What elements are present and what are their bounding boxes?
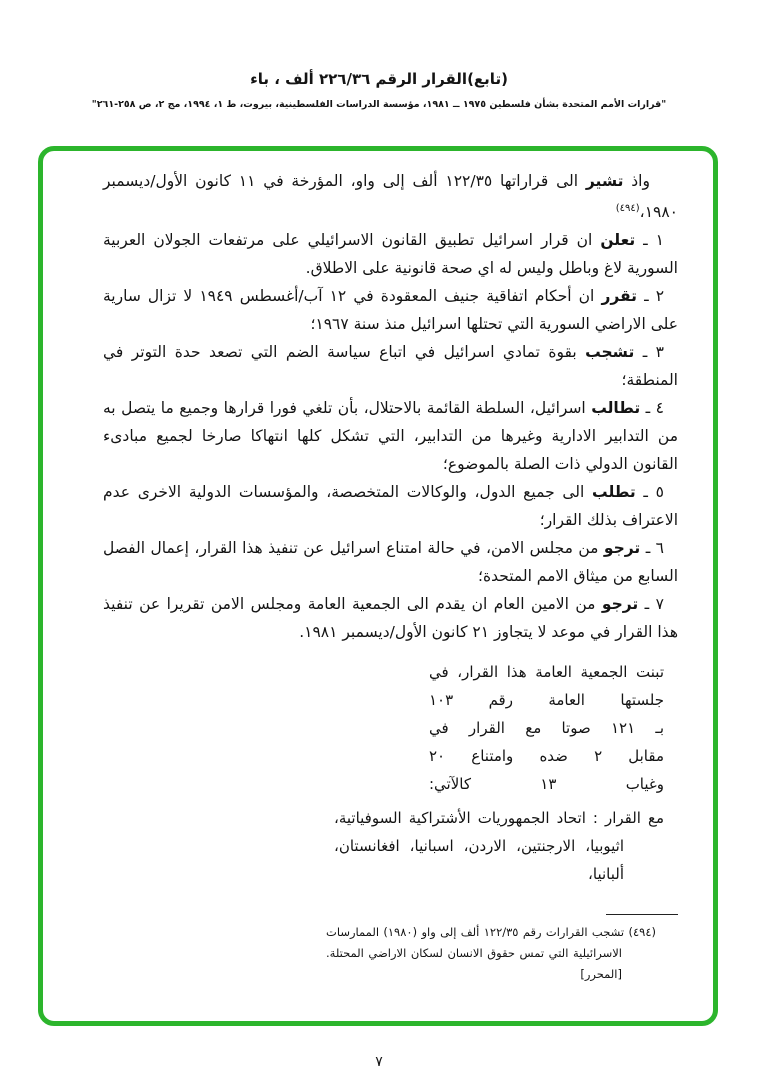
paragraph-keyword: تقرر <box>601 287 637 306</box>
paragraph-keyword: تشجب <box>585 343 635 362</box>
paragraph-keyword: تطلب <box>592 483 636 502</box>
paragraph-text: ان قرار اسرائيل تطبيق القانون الاسرائيلي على مرتفعات الجولان العربية السورية لاغ وباطل وليس له اي صحة قانونية على الاطلاق. <box>103 231 678 278</box>
preamble-lead: واذ <box>631 172 650 190</box>
paragraph-text: ان أحكام اتفاقية جنيف المعقودة في ١٢ آب/أغسطس ١٩٤٩ لا تزال سارية على الاراضي السورية التي تحتلها اسرائيل منذ سنة ١٩٦٧؛ <box>103 287 678 334</box>
paragraph-number: ٧ ـ <box>644 595 664 614</box>
preamble-keyword: تشير <box>585 172 624 190</box>
footnote-marker: (٤٩٤) <box>628 925 656 940</box>
paragraph-text: من الامين العام ان يقدم الى الجمعية العامة ومجلس الامن تقريرا عن تنفيذ هذا القرار في موعد لا يتجاوز ٢١ كانون الأول/ديسمبر ١٩٨١. <box>103 595 678 642</box>
votes-for-block <box>334 804 664 888</box>
resolution-paragraph-7 <box>103 590 678 646</box>
resolution-text <box>43 151 713 985</box>
page-number: ٧ <box>375 1054 383 1070</box>
resolution-paragraph-1 <box>103 226 678 282</box>
paragraph-text: بقوة تمادي اسرائيل في اتباع سياسة الضم التي تصعد حدة التوتر في المنطقة؛ <box>103 343 678 390</box>
paragraph-keyword: تعلن <box>600 231 636 250</box>
footnote-reference: (٤٩٤) <box>615 203 640 214</box>
resolution-paragraph-2 <box>103 282 678 338</box>
adoption-line: بـ ١٢١ صوتا مع القرار في <box>429 719 664 738</box>
paragraph-keyword: ترجو <box>603 539 641 558</box>
preamble-paragraph <box>103 167 678 226</box>
paragraph-number: ٢ ـ <box>644 287 665 306</box>
paragraph-text: اسرائيل، السلطة القائمة بالاحتلال، بأن تلغي فورا قرارها وجميع ما يتصل به من التدابير الادارية وغيرها من التدابير، التي تشكل كلها انتهاكا صارخا لجميع مبادىء القانون الدولي ذات الصلة بالموضوع؛ <box>103 399 678 474</box>
paragraph-keyword: ترجو <box>601 595 639 614</box>
adoption-line: تبنت الجمعية العامة هذا القرار، في <box>429 663 664 682</box>
paragraph-number: ٤ ـ <box>645 399 664 418</box>
document-citation: "قرارات الأمم المتحدة بشأن فلسطين ١٩٧٥ ــ ١٩٨١، مؤسسة الدراسات الفلسطينية، بيروت، ط ١، ١٩٩٤، مج ٢، ص ٢٥٨-٢٦١" <box>91 99 667 110</box>
votes-for-label: مع القرار : <box>592 809 664 828</box>
resolution-paragraph-4 <box>103 394 678 478</box>
footnote-separator <box>606 914 678 915</box>
content-frame <box>38 146 718 1026</box>
preamble-text: الى قراراتها ١٢٢/٣٥ ألف إلى واو، المؤرخة في ١١ كانون الأول/ديسمبر ١٩٨٠، <box>103 172 678 222</box>
resolution-paragraph-3 <box>103 338 678 394</box>
resolution-paragraph-6 <box>103 534 678 590</box>
adoption-line: جلستها العامة رقم ١٠٣ <box>429 691 664 710</box>
paragraph-number: ١ ـ <box>643 231 664 250</box>
paragraph-number: ٥ ـ <box>643 483 664 502</box>
paragraph-number: ٣ ـ <box>642 343 664 362</box>
paragraph-keyword: تطالب <box>591 399 641 418</box>
adoption-line: وغياب ١٣ كالآتي: <box>429 775 664 794</box>
votes-for-countries: اتحاد الجمهوريات الأشتراكية السوفياتية، اثيوبيا، الارجنتين، الاردن، اسبانيا، افغانستان، ألبانيا، <box>334 809 624 884</box>
paragraph-number: ٦ ـ <box>645 539 664 558</box>
footnote <box>326 922 656 985</box>
footnote-text: تشجب القرارات رقم ١٢٢/٣٥ ألف إلى واو (١٩٨٠) الممارسات الاسرائيلية التي تمس حقوق الانسان لسكان الاراضي المحتلة. [المحرر] <box>326 925 625 982</box>
paragraph-text: من مجلس الامن، في حالة امتناع اسرائيل عن تنفيذ هذا القرار، إعمال الفصل السابع من ميثاق الامم المتحدة؛ <box>103 539 678 586</box>
document-title: (تابع)القرار الرقم ٢٢٦/٣٦ ألف ، باء <box>250 70 508 88</box>
adoption-record <box>429 658 664 798</box>
adoption-line: مقابل ٢ ضده وامتناع ٢٠ <box>429 747 664 766</box>
resolution-paragraph-5 <box>103 478 678 534</box>
paragraph-text: الى جميع الدول، والوكالات المتخصصة، والمؤسسات الدولية الاخرى عدم الاعتراف بذلك القرار؛ <box>103 483 678 530</box>
